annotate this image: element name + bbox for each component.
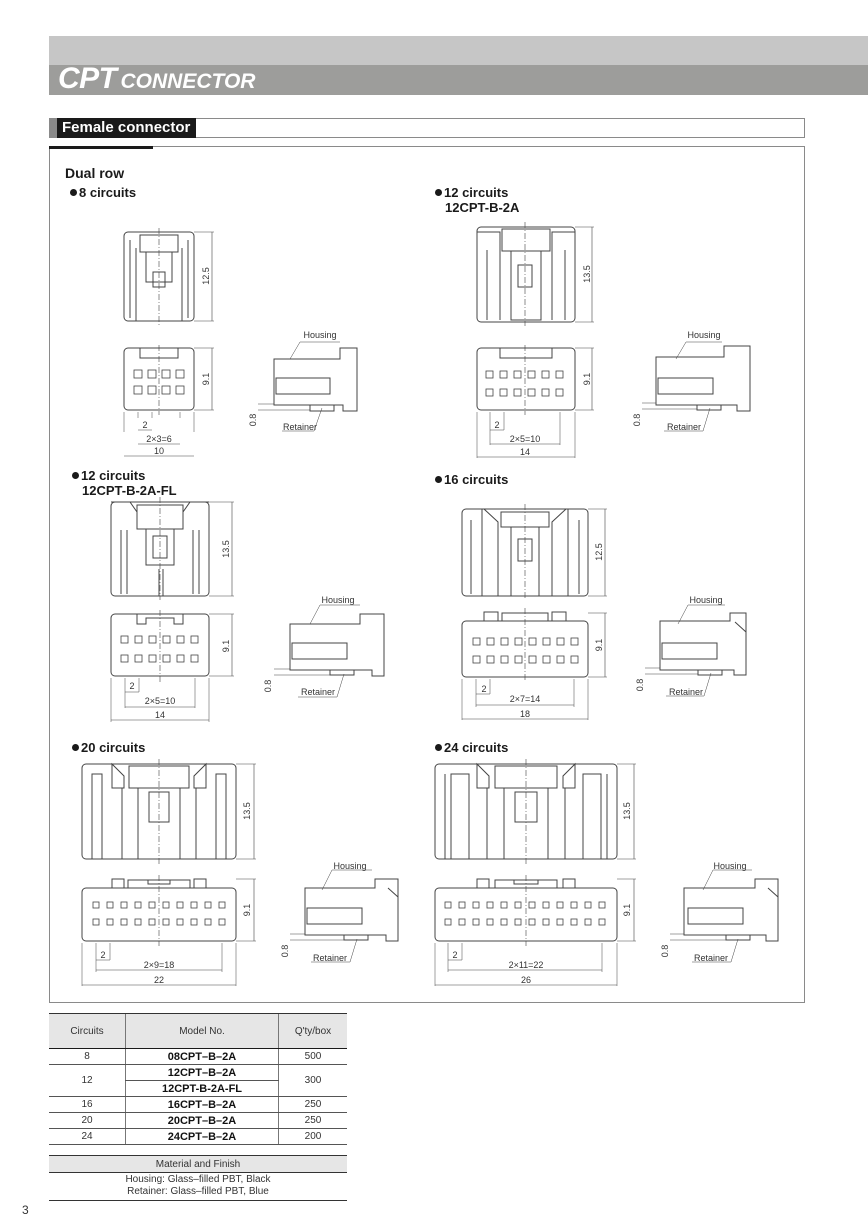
dim-height-front: 9.1: [582, 372, 592, 386]
dim-width: 18: [519, 709, 531, 719]
housing-label: Housing: [303, 330, 337, 340]
cell-qty: 250: [279, 1113, 348, 1129]
table-row: [49, 1097, 347, 1113]
cell-qty: 200: [279, 1129, 348, 1145]
dim-height-top: 13.5: [242, 802, 252, 820]
dim-height-front: 9.1: [594, 638, 604, 652]
subheading-dual-row: Dual row: [65, 165, 125, 181]
dim-pitch: 2: [100, 950, 106, 960]
dim-span: 2×5=10: [144, 696, 176, 706]
dim-height-front: 9.1: [221, 639, 231, 653]
dim-height-front: 9.1: [622, 903, 632, 917]
cell-qty: 300: [279, 1065, 348, 1097]
cell-model: 16CPT–B–2A: [126, 1097, 279, 1113]
drawing-label-8: 8 circuits: [70, 185, 136, 200]
dim-height-top: 12.5: [594, 543, 604, 561]
dim-retainer: 0.8: [635, 678, 645, 692]
dim-span: 2×5=10: [509, 434, 541, 444]
col-model: Model No.: [126, 1014, 279, 1049]
drawing-label-24: 24 circuits: [435, 740, 508, 755]
dim-height-top: 13.5: [582, 265, 592, 283]
col-qty: Q'ty/box: [279, 1014, 348, 1049]
dim-width: 22: [153, 975, 165, 985]
model-label: 12CPT-B-2A-FL: [82, 483, 177, 498]
table-row: [49, 1129, 347, 1145]
dim-pitch: 2: [452, 950, 458, 960]
dim-span: 2×9=18: [143, 960, 175, 970]
page-title-sub: CONNECTOR: [120, 70, 256, 93]
drawing-label-16: 16 circuits: [435, 472, 508, 487]
housing-label: Housing: [689, 595, 723, 605]
cell-model: 12CPT-B-2A-FL: [126, 1081, 279, 1097]
section-title: Female connector: [57, 118, 196, 138]
housing-label: Housing: [333, 861, 367, 871]
side-view: [670, 870, 778, 962]
cell-model: 08CPT–B–2A: [126, 1049, 279, 1065]
dim-pitch: 2: [494, 420, 500, 430]
retainer-label: Retainer: [668, 687, 704, 697]
top-view: [435, 759, 636, 864]
dim-width: 14: [154, 710, 166, 720]
dim-height-top: 12.5: [201, 267, 211, 285]
cell-qty: 500: [279, 1049, 348, 1065]
table-row: [49, 1113, 347, 1129]
table-row: [49, 1065, 347, 1081]
cell-model: 12CPT–B–2A: [126, 1065, 279, 1081]
retainer-label: Retainer: [282, 422, 318, 432]
cell-circuits: 20: [49, 1113, 126, 1129]
cell-circuits: 16: [49, 1097, 126, 1113]
drawing-label-20: 20 circuits: [72, 740, 145, 755]
dim-height-top: 13.5: [221, 540, 231, 558]
dim-pitch: 2: [481, 684, 487, 694]
dim-span: 2×11=22: [508, 960, 544, 970]
material-housing: Housing: Glass–filled PBT, Black: [125, 1174, 271, 1185]
drawing-label-12-fl: 12 circuits 12CPT-B-2A-FL: [72, 468, 177, 498]
cell-model: 20CPT–B–2A: [126, 1113, 279, 1129]
cell-qty: 250: [279, 1097, 348, 1113]
dim-retainer: 0.8: [263, 679, 273, 693]
housing-label: Housing: [713, 861, 747, 871]
table-header-row: [49, 1014, 347, 1049]
dim-retainer: 0.8: [660, 944, 670, 958]
retainer-label: Retainer: [312, 953, 348, 963]
model-table: [49, 1013, 347, 1145]
dim-width: 26: [520, 975, 532, 985]
page-title-main: CPT: [58, 62, 117, 95]
material-retainer: Retainer: Glass–filled PBT, Blue: [127, 1186, 269, 1197]
cell-circuits: 12: [49, 1065, 126, 1097]
cell-circuits: 8: [49, 1049, 126, 1065]
dim-retainer: 0.8: [280, 944, 290, 958]
material-table: [49, 1155, 347, 1201]
drawing-label-12: 12 circuits 12CPT-B-2A: [435, 185, 519, 215]
material-cell: [49, 1173, 347, 1201]
table-row: [49, 1049, 347, 1065]
retainer-label: Retainer: [300, 687, 336, 697]
housing-label: Housing: [687, 330, 721, 340]
page-number: 3: [22, 1203, 29, 1217]
col-circuits: Circuits: [49, 1014, 126, 1049]
dim-width: 14: [519, 447, 531, 457]
dim-width: 10: [153, 446, 165, 456]
dim-span: 2×7=14: [509, 694, 541, 704]
cell-circuits: 24: [49, 1129, 126, 1145]
dim-retainer: 0.8: [248, 413, 258, 427]
dim-height-front: 9.1: [201, 372, 211, 386]
dim-pitch: 2: [142, 420, 148, 430]
dim-retainer: 0.8: [632, 413, 642, 427]
retainer-label: Retainer: [693, 953, 729, 963]
housing-label: Housing: [321, 595, 355, 605]
dim-height-top: 13.5: [622, 802, 632, 820]
material-header: Material and Finish: [49, 1156, 347, 1173]
dim-height-front: 9.1: [242, 903, 252, 917]
dim-span: 2×3=6: [146, 434, 172, 444]
cell-model: 24CPT–B–2A: [126, 1129, 279, 1145]
retainer-label: Retainer: [666, 422, 702, 432]
model-label: 12CPT-B-2A: [445, 200, 520, 215]
dim-pitch: 2: [129, 681, 135, 691]
